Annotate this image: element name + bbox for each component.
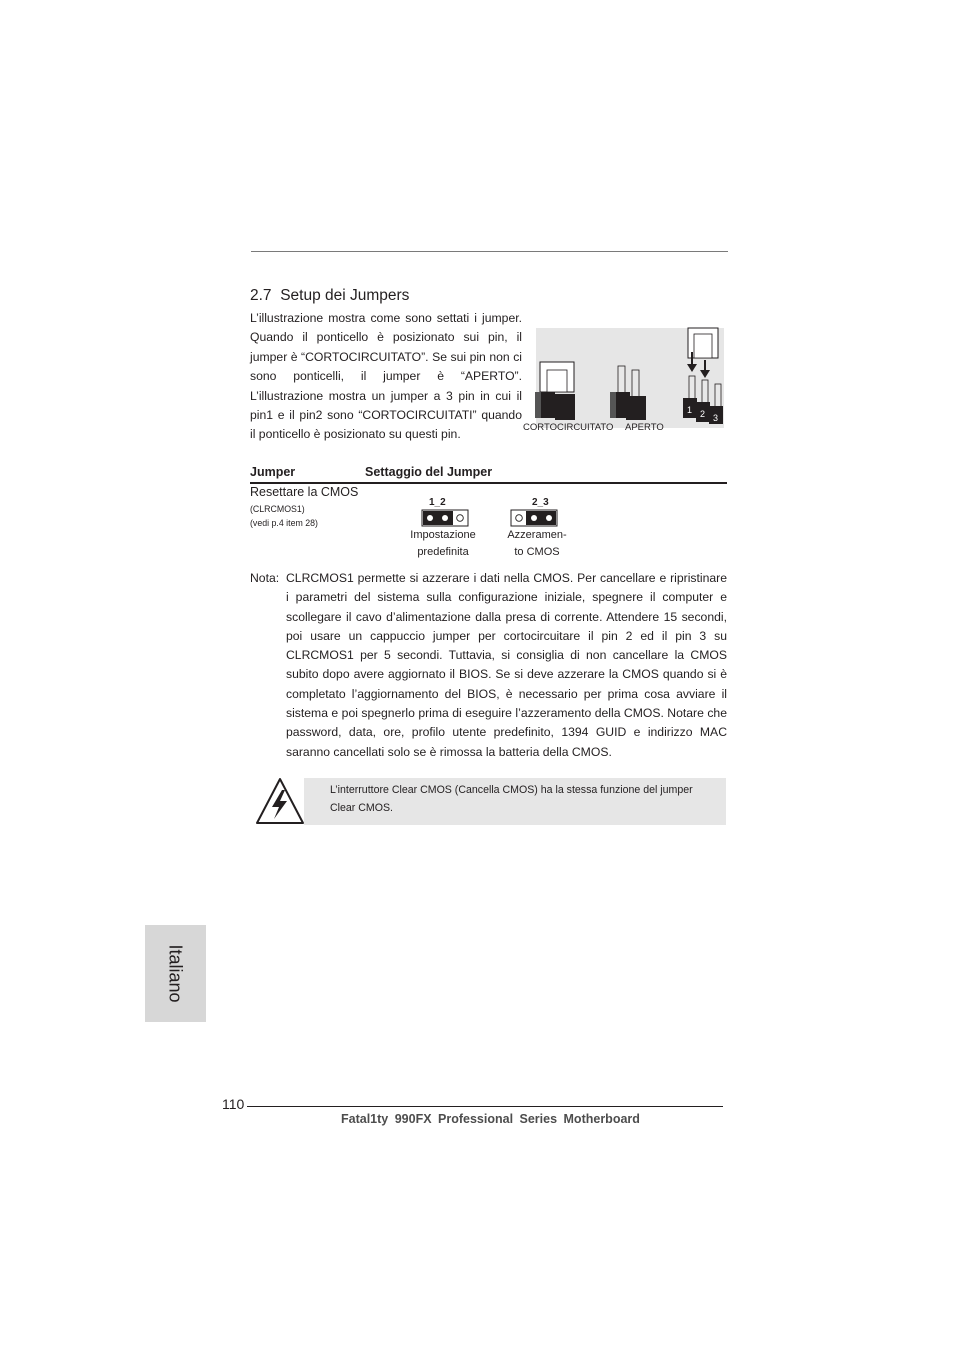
jumper-pins-2-3-icon: [510, 509, 558, 527]
high-voltage-warning-icon: [254, 776, 306, 826]
jumper-diagram-svg: [530, 324, 730, 432]
footer-title: Fatal1ty 990FX Professional Series Motherboard: [341, 1112, 640, 1126]
shorted-label: CORTOCIRCUITATO: [523, 422, 614, 433]
table-header-rule: [250, 482, 727, 484]
language-tab-label: Italiano: [165, 944, 186, 1003]
top-divider: [251, 251, 728, 252]
language-tab-label-wrap: [145, 925, 206, 1022]
setting-default-header: 1_2: [429, 497, 446, 508]
warning-text: L’interruttore Clear CMOS (Cancella CMOS) ha la stessa funzione del jumper Clear CMOS.: [330, 784, 693, 814]
footer-rule: [247, 1106, 723, 1107]
shorted-jumper-graphic: [535, 362, 575, 420]
row-label-reset-cmos: Resettare la CMOS: [250, 485, 359, 499]
jumper-pins-1-2-icon: [421, 509, 469, 527]
pin-1-label: 1: [687, 405, 693, 415]
table-header-jumper: Jumper: [250, 465, 296, 479]
three-pin-jumper-graphic: [683, 328, 723, 424]
note-label: Nota:: [250, 571, 280, 585]
table-header-setting: Settaggio del Jumper: [365, 465, 493, 479]
setting-clear-header: 2_3: [532, 497, 549, 508]
setting-default-caption: Impostazione predefinita: [410, 529, 476, 558]
section-title: 2.7 Setup dei Jumpers: [250, 287, 410, 304]
intro-paragraph: L’illustrazione mostra come sono settati i jumper. Quando il ponticello è posizionato sui pin, il jumper è “CORTOCIRCUITATO”. Se sui pin non ci sono ponticelli, il jumper è “APERTO”. L’illustrazione mostra un jumper a 3 pin in cui il pin1 e il pin2 sono “CORTOCIRCUITATI” quando il ponticello è posizionato su questi pin.: [250, 311, 522, 442]
row-sub-clrcmos: (CLRCMOS1): [250, 504, 305, 514]
note-text: CLRCMOS1 permette si azzerare i dati nella CMOS. Per cancellare e ripristinare i parametri del sistema sulla configurazione iniziale, spegnere il computer e scollegare il cavo d’alimentazione dalla presa di corrente. Attendere 15 secondi, poi usare un cappuccio jumper per cortocircuitare il pin 2 ed il pin 3 su CLRCMOS1 per 5 secondi. Tuttavia, si consiglia di non cancellare la CMOS subito dopo avere aggiornato il BIOS. Se si deve azzerare la CMOS quando si è completato l’aggiornamento del BIOS, è necessario per prima cosa avviare il sistema e poi spegnerlo prima di eseguire l’azzeramento della CMOS. Notare che password, data, ore, profilo utente predefinito, 1394 GUID e indirizzo MAC saranno cancellati solo se è rimossa la batteria della CMOS.: [286, 571, 727, 759]
pin-3-label: 3: [713, 413, 719, 423]
open-jumper-graphic: [610, 366, 646, 420]
page-number: 110: [222, 1096, 245, 1112]
open-label: APERTO: [625, 422, 664, 433]
row-sub-reference: (vedi p.4 item 28): [250, 518, 318, 528]
setting-clear-caption: Azzeramen- to CMOS: [507, 529, 567, 558]
pin-2-label: 2: [700, 409, 706, 419]
